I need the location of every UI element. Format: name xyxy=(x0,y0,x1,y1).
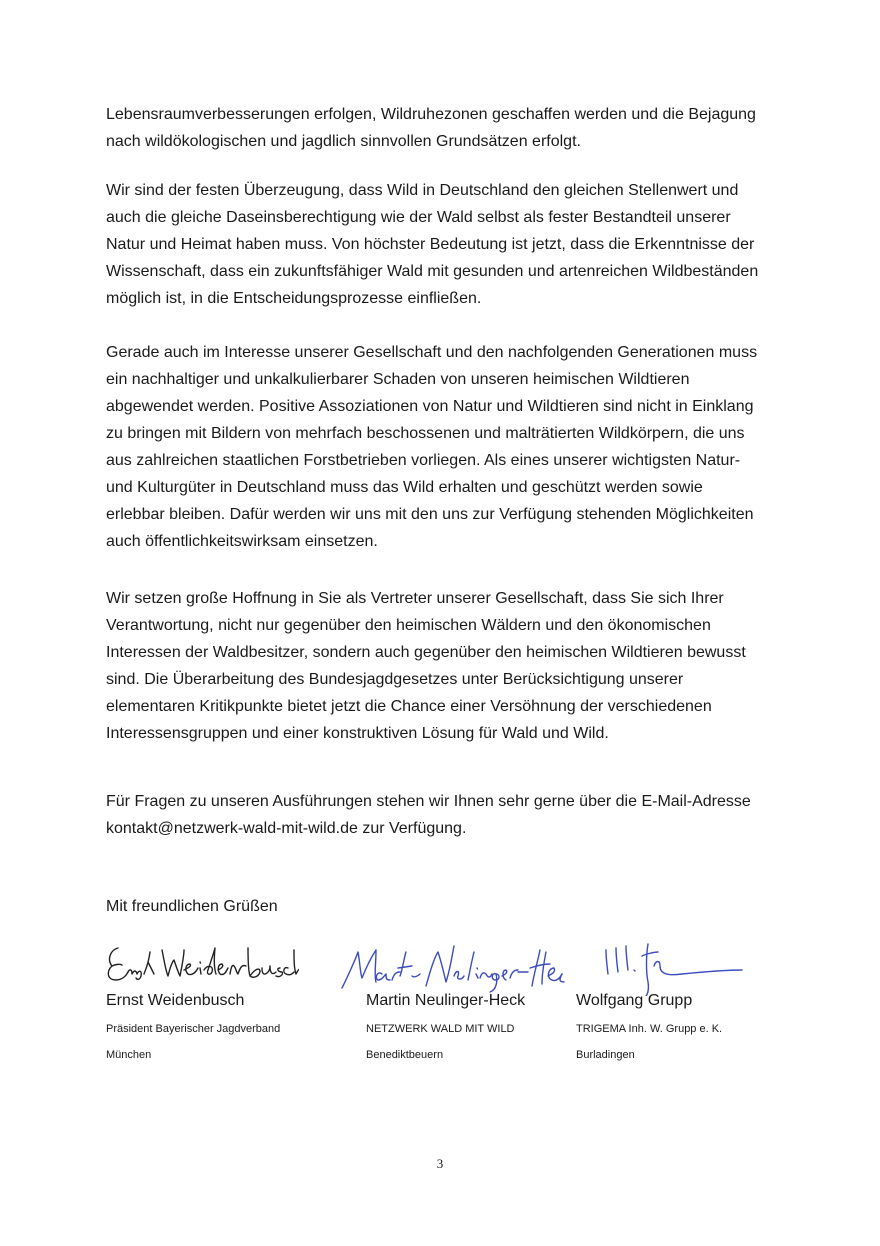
text-line: aus zahlreichen staatlichen Forstbetrieben vorliegen. Als eines unserer wichtigsten Natur- xyxy=(106,452,741,469)
page-number: 3 xyxy=(436,1156,444,1171)
text-line: zu bringen mit Bildern von mehrfach beschossenen und malträtierten Wildkörpern, die uns xyxy=(106,425,745,442)
signature-weidenbusch xyxy=(104,940,299,988)
text-line: Wir sind der festen Überzeugung, dass Wild in Deutschland den gleichen Stellenwert und xyxy=(106,182,739,199)
text-line: nach wildökologischen und jagdlich sinnvollen Grundsätzen erfolgt. xyxy=(106,133,581,150)
paragraph-4 xyxy=(106,585,771,747)
signer-name: Wolfgang Grupp xyxy=(576,992,693,1009)
signer-name: Ernst Weidenbusch xyxy=(106,992,245,1009)
text-line: Wissenschaft, dass ein zukunftsfähiger Wald mit gesunden und artenreichen Wildbeständen xyxy=(106,263,759,280)
text-line: Für Fragen zu unseren Ausführungen stehen wir Ihnen sehr gerne über die E-Mail-Adresse xyxy=(106,793,751,810)
text-line: Gerade auch im Interesse unserer Gesellschaft und den nachfolgenden Generationen muss xyxy=(106,344,758,361)
signer-city: Benediktbeuern xyxy=(366,1049,444,1061)
signature-neulinger-heck xyxy=(338,938,568,994)
signer-role: NETZWERK WALD MIT WILD xyxy=(366,1023,515,1035)
text-line: elementaren Kritikpunkte bietet jetzt die Chance einer Versöhnung der verschiedenen xyxy=(106,698,712,715)
text-line: auch die gleiche Daseinsberechtigung wie der Wald selbst als fester Bestandteil unserer xyxy=(106,209,731,226)
text-line: abgewendet werden. Positive Assoziationen von Natur und Wildtieren sind nicht in Einklang xyxy=(106,398,754,415)
signer-city: München xyxy=(106,1049,152,1061)
email-address-line: kontakt@netzwerk-wald-mit-wild.de zur Verfügung. xyxy=(106,820,467,837)
text-line: möglich ist, in die Entscheidungsprozesse einfließen. xyxy=(106,290,482,307)
signer-role: TRIGEMA Inh. W. Grupp e. K. xyxy=(576,1023,723,1035)
paragraph-3 xyxy=(106,339,771,555)
text-line: Lebensraumverbesserungen erfolgen, Wildruhezonen geschaffen werden und die Bejagung xyxy=(106,106,756,123)
signer-name: Martin Neulinger-Heck xyxy=(366,992,526,1009)
text-line: auch öffentlichkeitswirksam einsetzen. xyxy=(106,533,378,550)
signer-city: Burladingen xyxy=(576,1049,635,1061)
paragraph-2 xyxy=(106,177,771,312)
text-line: Natur und Heimat haben muss. Von höchster Bedeutung ist jetzt, dass die Erkenntnisse der xyxy=(106,236,755,253)
text-line: Interessensgruppen und einer konstruktiven Lösung für Wald und Wild. xyxy=(106,725,609,742)
text-line: ein nachhaltiger und unkalkulierbarer Schaden von unseren heimischen Wildtieren xyxy=(106,371,690,388)
paragraph-5 xyxy=(106,788,771,842)
text-line: Interessen der Waldbesitzer, sondern auch gegenüber den heimischen Wildtieren bewusst xyxy=(106,644,746,661)
text-line: erlebbar bleiben. Dafür werden wir uns mit den uns zur Verfügung stehenden Möglichkeiten xyxy=(106,506,754,523)
signer-role: Präsident Bayerischer Jagdverband xyxy=(106,1023,281,1035)
text-line: Wir setzen große Hoffnung in Sie als Vertreter unserer Gesellschaft, dass Sie sich Ihrer xyxy=(106,590,724,607)
signature-grupp xyxy=(602,936,752,996)
paragraph-1 xyxy=(106,101,771,155)
text-line: sind. Die Überarbeitung des Bundesjagdgesetzes unter Berücksichtigung unserer xyxy=(106,671,684,688)
text-line: Verantwortung, nicht nur gegenüber den heimischen Wäldern und den ökonomischen xyxy=(106,617,711,634)
closing-salutation: Mit freundlichen Grüßen xyxy=(106,898,278,915)
text-line: und Kulturgüter in Deutschland muss das Wild erhalten und geschützt werden sowie xyxy=(106,479,703,496)
